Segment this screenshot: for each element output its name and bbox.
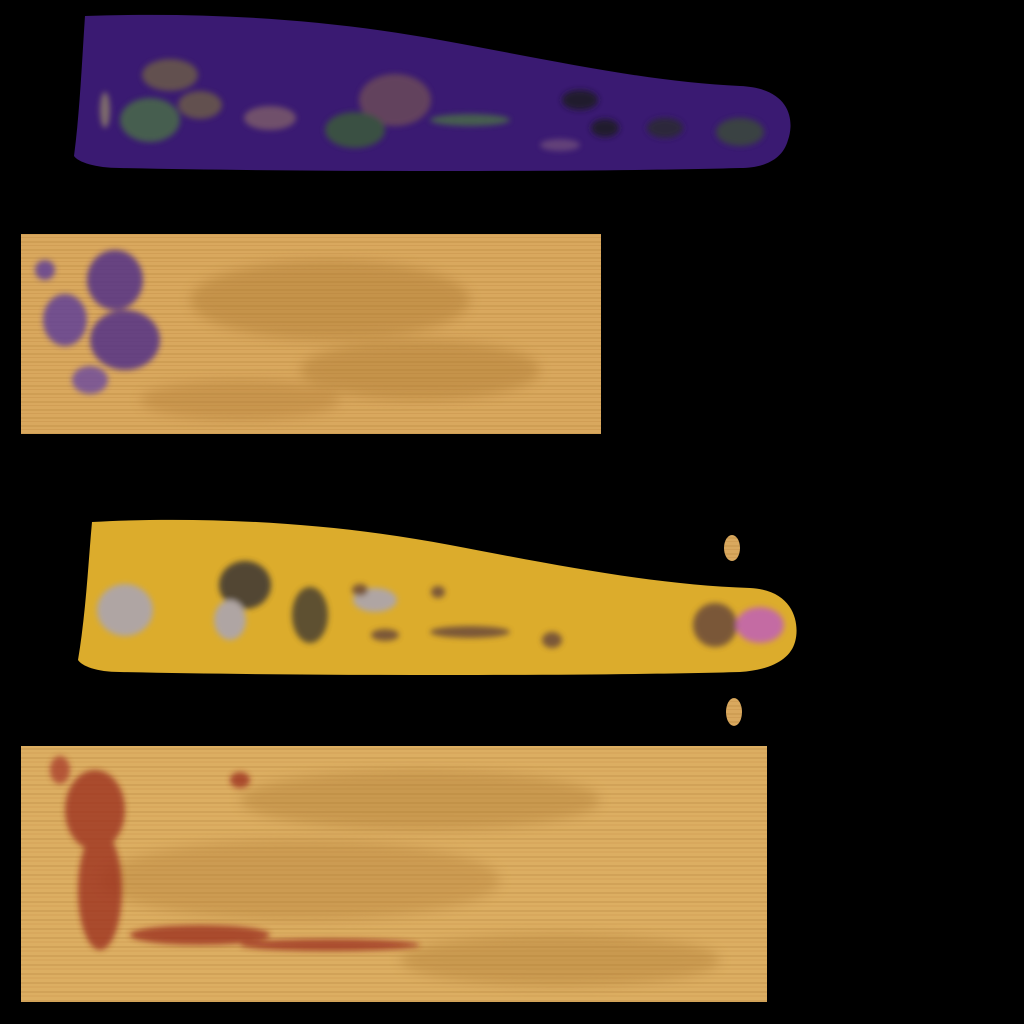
wood-pin-top-island <box>724 535 740 561</box>
wood-plank-large-island <box>21 746 767 1002</box>
wood-plank-small-island <box>21 234 601 434</box>
wood-pin-bottom-island <box>726 698 742 726</box>
wood-pin-top-shape <box>724 535 740 561</box>
wood-pin-bottom-shape <box>726 698 742 726</box>
